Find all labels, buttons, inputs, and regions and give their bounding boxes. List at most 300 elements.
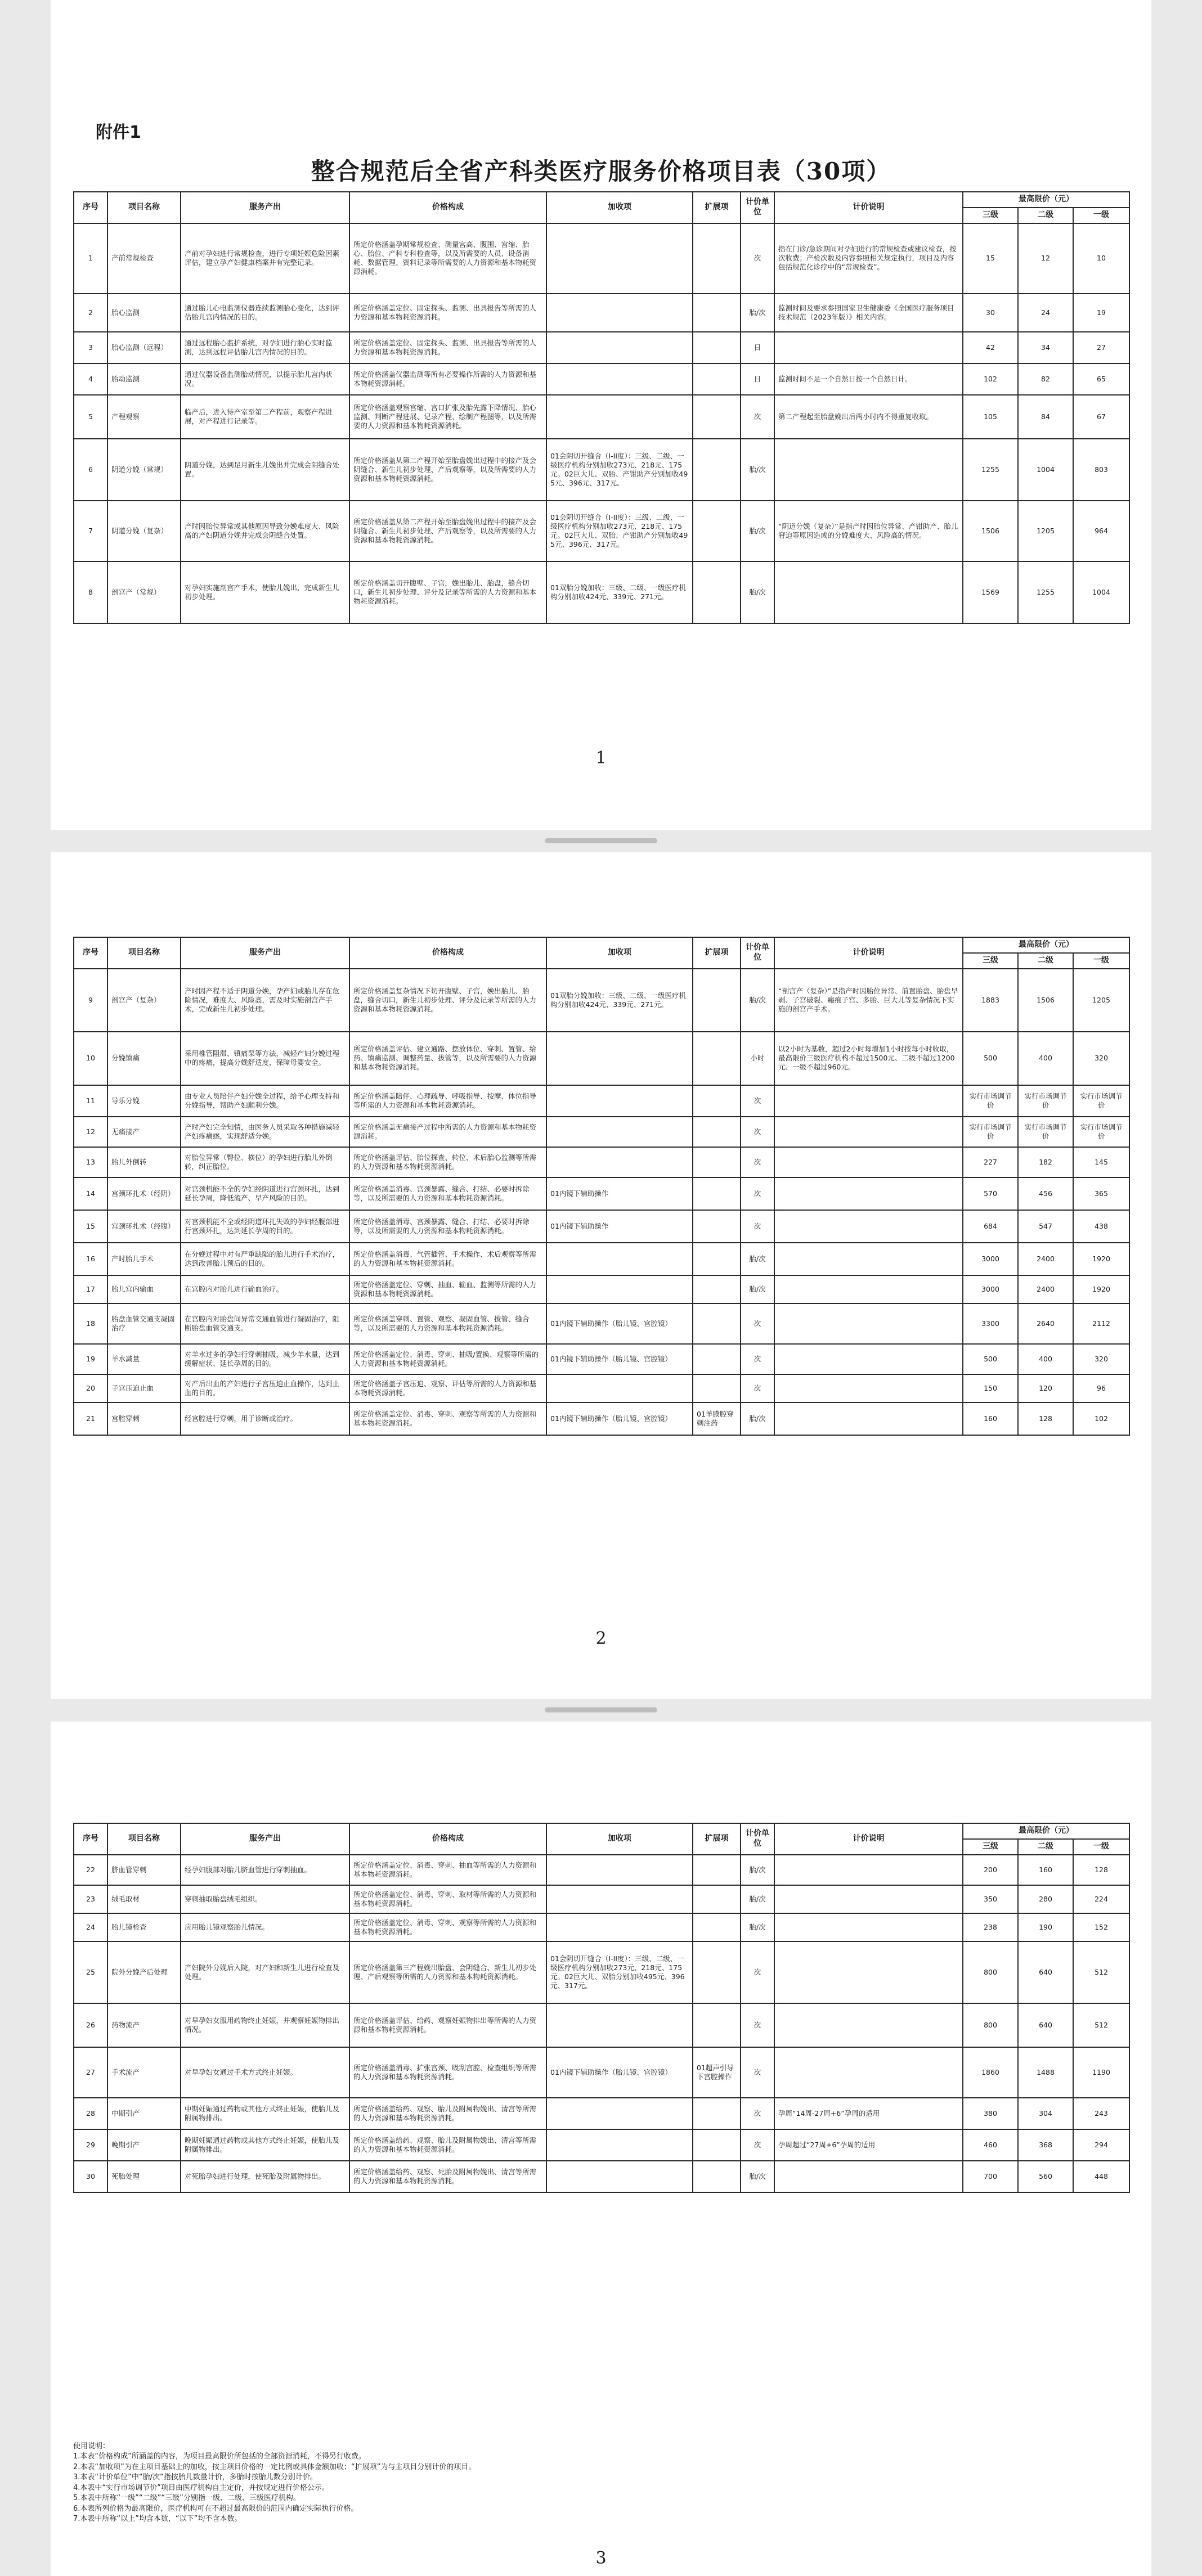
cell-composition: 所定价格涵盖定位、固定探头、监测、出具报告等所需的人力资源和基本物耗资源消耗。	[349, 332, 546, 363]
cell-unit: 次	[741, 223, 774, 294]
cell-add	[546, 2003, 693, 2047]
cell-price-level-3: 1860	[963, 2047, 1018, 2098]
cell-price-level-1: 128	[1073, 1855, 1129, 1885]
header-add: 加收项	[546, 1823, 693, 1855]
cell-unit: 次	[741, 1147, 774, 1177]
cell-ext	[693, 1117, 741, 1147]
note-line: 7.本表中所称“以上”均含本数，“以下”均不含本数。	[73, 2515, 242, 2524]
cell-price-level-2: 560	[1018, 2161, 1073, 2192]
cell-price-level-1: 1190	[1073, 2047, 1129, 2098]
table-header	[74, 192, 1129, 223]
cell-price-level-1: 实行市场调节价	[1073, 1085, 1129, 1117]
cell-unit: 次	[741, 1941, 774, 2003]
cell-price-level-2: 368	[1018, 2129, 1073, 2161]
cell-output: 在分娩过程中对有严重缺陷的胎儿进行手术治疗，达到改善胎儿预后的目的。	[181, 1243, 349, 1275]
cell-add	[546, 2161, 693, 2192]
cell-output: 对羊水过多的孕妇行穿刺抽吸，减少羊水量，达到缓解症状、延长孕周的目的。	[181, 1344, 349, 1374]
table-row	[74, 2047, 1129, 2098]
table-row	[74, 332, 1129, 363]
cell-price-level-1: 27	[1073, 332, 1129, 363]
cell-composition: 所定价格涵盖穿刺、置管、观察、凝固血管、拔管、缝合等，以及所需要的人力资源和基本物耗资源消耗。	[349, 1303, 546, 1344]
cell-output: 对产后出血的产妇进行子宫压迫止血操作，达到止血的目的。	[181, 1374, 349, 1402]
table-row	[74, 1855, 1129, 1885]
cell-price-level-1: 1920	[1073, 1243, 1129, 1275]
cell-seq: 27	[74, 2047, 107, 2098]
table-row	[74, 1913, 1129, 1941]
cell-price-level-2: 182	[1018, 1147, 1073, 1177]
cell-output: 晚期妊娠通过药物或其他方式终止妊娠，使胎儿及附属物排出。	[181, 2129, 349, 2161]
cell-desc	[774, 1085, 963, 1117]
cell-price-level-3: 570	[963, 1177, 1018, 1210]
cell-seq: 4	[74, 363, 107, 395]
cell-add: 01会阴切开缝合（I-II度）：三级、二级、一级医疗机构分别加收273元、218元、175元。02巨大儿、双胎、产钳助产分别加收495元、396元、317元。	[546, 439, 693, 501]
cell-price-level-3: 684	[963, 1210, 1018, 1243]
cell-seq: 26	[74, 2003, 107, 2047]
cell-seq: 1	[74, 223, 107, 294]
cell-name: 羊水减量	[107, 1344, 181, 1374]
cell-name: 院外分娩产后处理	[107, 1941, 181, 2003]
cell-unit: 次	[741, 1344, 774, 1374]
cell-ext	[693, 1147, 741, 1177]
cell-add	[546, 223, 693, 294]
cell-unit: 胎/次	[741, 1275, 774, 1303]
cell-desc: “阴道分娩（复杂）”是指产时因胎位异常、产钳助产、胎儿窘迫等原因造成的分娩难度大、风险高的情况。	[774, 501, 963, 561]
cell-output: 对死胎孕妇进行处理，使死胎及附属物排出。	[181, 2161, 349, 2192]
cell-price-level-2: 1506	[1018, 969, 1073, 1032]
cell-name: 绒毛取材	[107, 1885, 181, 1913]
table-body	[74, 1855, 1129, 2192]
note-line: 5.本表中所称“一级”“二级”“三级”分别指一级、二级、三级医疗机构。	[73, 2494, 300, 2503]
header-output: 服务产出	[181, 937, 349, 969]
cell-unit: 胎/次	[741, 2161, 774, 2192]
cell-price-level-2: 120	[1018, 1374, 1073, 1402]
cell-desc	[774, 1243, 963, 1275]
cell-name: 宫腔穿刺	[107, 1402, 181, 1435]
cell-add: 01会阴切开缝合（I-II度）：三级、二级、一级医疗机构分别加收273元、218元、175元。02巨大儿、双胎分别加收495元、396元、317元。	[546, 1941, 693, 2003]
cell-price-level-1: 实行市场调节价	[1073, 1117, 1129, 1147]
cell-composition: 所定价格涵盖孕期常规检查、测量宫高、腹围、宫缩、胎心、胎位、产科专科检查等，以及所需要的人员、设备消耗、数据管理、资料记录等所需要的人力资源和基本物耗资源消耗。	[349, 223, 546, 294]
cell-add	[546, 363, 693, 395]
cell-name: 子宫压迫止血	[107, 1374, 181, 1402]
cell-unit: 次	[741, 1303, 774, 1344]
cell-output: 产妇院外分娩后入院，对产妇和新生儿进行检查及处理。	[181, 1941, 349, 2003]
cell-add	[546, 1913, 693, 1941]
cell-ext	[693, 1855, 741, 1885]
page-sheet-2	[51, 852, 1151, 1699]
cell-name: 胎心监测	[107, 294, 181, 332]
cell-price-level-2: 2640	[1018, 1303, 1073, 1344]
cell-price-level-1: 10	[1073, 223, 1129, 294]
cell-add	[546, 1885, 693, 1913]
cell-seq: 11	[74, 1085, 107, 1117]
cell-output: 穿刺抽取胎盘绒毛组织。	[181, 1885, 349, 1913]
cell-composition: 所定价格涵盖定位、消毒、穿刺、抽吸/置换、观察等所需的人力资源和基本物耗资源消耗。	[349, 1344, 546, 1374]
cell-name: 晚期引产	[107, 2129, 181, 2161]
cell-desc	[774, 1855, 963, 1885]
cell-add: 01双胎分娩加收：三级、二级、一级医疗机构分别加收424元、339元、271元。	[546, 561, 693, 623]
cell-output: 对宫颈机能不全的孕妇经阴道进行宫颈环扎，达到延长孕周，降低流产、早产风险的目的。	[181, 1177, 349, 1210]
table-row	[74, 1941, 1129, 2003]
table-row	[74, 561, 1129, 623]
cell-name: 分娩镇痛	[107, 1032, 181, 1085]
header-output: 服务产出	[181, 1823, 349, 1855]
cell-desc	[774, 1913, 963, 1941]
table-row	[74, 1402, 1129, 1435]
cell-price-level-3: 3000	[963, 1243, 1018, 1275]
cell-seq: 18	[74, 1303, 107, 1344]
table-header	[74, 1823, 1129, 1855]
cell-price-level-3: 15	[963, 223, 1018, 294]
cell-name: 胎儿宫内输血	[107, 1275, 181, 1303]
cell-name: 剖宫产（常规）	[107, 561, 181, 623]
cell-add: 01内镜下辅助操作	[546, 1210, 693, 1243]
cell-price-level-3: 30	[963, 294, 1018, 332]
document-title: 整合规范后全省产科类医疗服务价格项目表（30项）	[311, 158, 891, 185]
cell-unit: 胎/次	[741, 1913, 774, 1941]
cell-price-level-1: 65	[1073, 363, 1129, 395]
cell-name: 剖宫产（复杂）	[107, 969, 181, 1032]
cell-ext	[693, 561, 741, 623]
cell-unit: 胎/次	[741, 1243, 774, 1275]
cell-seq: 5	[74, 395, 107, 439]
cell-price-level-2: 12	[1018, 223, 1073, 294]
cell-price-level-3: 1569	[963, 561, 1018, 623]
cell-name: 产前常规检查	[107, 223, 181, 294]
header-composition: 价格构成	[349, 1823, 546, 1855]
table-row	[74, 1344, 1129, 1374]
cell-ext	[693, 1177, 741, 1210]
cell-price-level-2: 640	[1018, 1941, 1073, 2003]
price-table-page-1	[73, 191, 1130, 624]
cell-price-level-2: 实行市场调节价	[1018, 1085, 1073, 1117]
cell-composition: 所定价格涵盖从第二产程开始至胎盘娩出过程中的接产及会阴缝合、新生儿初步处理、产后观察等，以及所需要的人力资源和基本物耗资源消耗。	[349, 501, 546, 561]
cell-unit: 胎/次	[741, 1885, 774, 1913]
cell-desc	[774, 2047, 963, 2098]
cell-add: 01内镜下辅助操作（胎儿镜、宫腔镜）	[546, 1303, 693, 1344]
cell-price-level-1: 224	[1073, 1885, 1129, 1913]
cell-price-level-2: 547	[1018, 1210, 1073, 1243]
cell-price-level-3: 500	[963, 1344, 1018, 1374]
cell-price-level-3: 1255	[963, 439, 1018, 501]
cell-name: 胎儿外倒转	[107, 1147, 181, 1177]
cell-name: 胎儿镜检查	[107, 1913, 181, 1941]
cell-price-level-2: 1255	[1018, 561, 1073, 623]
cell-seq: 12	[74, 1117, 107, 1147]
cell-desc	[774, 1374, 963, 1402]
cell-composition: 所定价格涵盖无痛接产过程中所需的人力资源和基本物耗资源消耗。	[349, 1117, 546, 1147]
cell-add	[546, 1032, 693, 1085]
header-seq: 序号	[74, 192, 107, 223]
cell-add	[546, 2129, 693, 2161]
cell-unit: 胎/次	[741, 969, 774, 1032]
cell-price-level-1: 67	[1073, 395, 1129, 439]
page-divider	[545, 838, 657, 843]
header-seq: 序号	[74, 1823, 107, 1855]
page-number: 2	[595, 1629, 607, 1648]
cell-desc: 孕周“14周-27周+6”孕周的适用	[774, 2098, 963, 2129]
cell-name: 死胎处理	[107, 2161, 181, 2192]
cell-unit: 日	[741, 332, 774, 363]
cell-unit: 次	[741, 2047, 774, 2098]
header-level-2: 二级	[1018, 1839, 1073, 1855]
cell-seq: 30	[74, 2161, 107, 2192]
cell-price-level-1: 102	[1073, 1402, 1129, 1435]
cell-desc	[774, 1147, 963, 1177]
cell-output: 对早孕妇女服用药物终止妊娠，并观察妊娠物排出情况。	[181, 2003, 349, 2047]
cell-price-level-2: 1205	[1018, 501, 1073, 561]
header-composition: 价格构成	[349, 937, 546, 969]
cell-price-level-3: 380	[963, 2098, 1018, 2129]
cell-output: 采用椎管阻滞、镇痛泵等方法，减轻产妇分娩过程中的疼痛，提高分娩舒适度，保障母婴安全。	[181, 1032, 349, 1085]
cell-desc	[774, 2003, 963, 2047]
header-add: 加收项	[546, 937, 693, 969]
cell-output: 在宫腔内对胎儿进行输血治疗。	[181, 1275, 349, 1303]
cell-add: 01会阴切开缝合（I-II度）：三级、二级、一级医疗机构分别加收273元、218元、175元。02巨大儿、双胎、产钳助产分别加收495元、396元、317元。	[546, 501, 693, 561]
cell-desc	[774, 561, 963, 623]
header-composition: 价格构成	[349, 192, 546, 223]
cell-add	[546, 395, 693, 439]
cell-output: 对胎位异常（臀位、横位）的孕妇进行胎儿外倒转，纠正胎位。	[181, 1147, 349, 1177]
cell-name: 宫颈环扎术（经阴）	[107, 1177, 181, 1210]
cell-desc	[774, 1885, 963, 1913]
table-row	[74, 1303, 1129, 1344]
cell-add: 01内镜下辅助操作（胎儿镜、宫腔镜）	[546, 1402, 693, 1435]
cell-name: 脐血管穿刺	[107, 1855, 181, 1885]
cell-output: 中期妊娠通过药物或其他方式终止妊娠，使胎儿及附属物排出。	[181, 2098, 349, 2129]
cell-ext	[693, 294, 741, 332]
cell-price-level-1: 512	[1073, 2003, 1129, 2047]
cell-unit: 小时	[741, 1032, 774, 1085]
cell-add	[546, 332, 693, 363]
header-desc: 计价说明	[774, 192, 963, 223]
cell-composition: 所定价格涵盖消毒、宫颈暴露、缝合、打结、必要时拆除等，以及所需要的人力资源和基本物耗资源消耗。	[349, 1210, 546, 1243]
cell-name: 宫颈环扎术（经腹）	[107, 1210, 181, 1243]
cell-add	[546, 1147, 693, 1177]
page-number: 1	[595, 748, 607, 768]
cell-desc	[774, 332, 963, 363]
cell-price-level-2: 640	[1018, 2003, 1073, 2047]
cell-price-level-2: 160	[1018, 1855, 1073, 1885]
cell-seq: 13	[74, 1147, 107, 1177]
page-sheet-3	[51, 1721, 1151, 2576]
cell-desc	[774, 1177, 963, 1210]
cell-price-level-1: 512	[1073, 1941, 1129, 2003]
cell-name: 阴道分娩（常规）	[107, 439, 181, 501]
cell-composition: 所定价格涵盖定位、消毒、穿刺、观察等所需的人力资源和基本物耗资源消耗。	[349, 1913, 546, 1941]
header-level-3: 三级	[963, 1839, 1018, 1855]
cell-price-level-2: 2400	[1018, 1275, 1073, 1303]
note-line: 使用说明：	[73, 2442, 110, 2451]
cell-price-level-3: 700	[963, 2161, 1018, 2192]
cell-ext	[693, 223, 741, 294]
header-ext: 扩展项	[693, 1823, 741, 1855]
cell-price-level-2: 304	[1018, 2098, 1073, 2129]
cell-add: 01内镜下辅助操作	[546, 1177, 693, 1210]
cell-price-level-2: 400	[1018, 1344, 1073, 1374]
cell-output: 经孕妇腹部对胎儿脐血管进行穿刺抽血。	[181, 1855, 349, 1885]
cell-ext	[693, 2129, 741, 2161]
cell-ext	[693, 1374, 741, 1402]
cell-price-level-1: 2112	[1073, 1303, 1129, 1344]
cell-unit: 日	[741, 363, 774, 395]
header-ext: 扩展项	[693, 937, 741, 969]
header-name: 项目名称	[107, 937, 181, 969]
cell-seq: 3	[74, 332, 107, 363]
table-row	[74, 1085, 1129, 1117]
cell-price-level-3: 150	[963, 1374, 1018, 1402]
header-level-3: 三级	[963, 953, 1018, 969]
cell-output: 通过仪器设备监测胎动情况，以提示胎儿宫内状况。	[181, 363, 349, 395]
cell-output: 对孕妇实施剖宫产手术，使胎儿娩出，完成新生儿初步处理。	[181, 561, 349, 623]
table-row	[74, 2161, 1129, 2192]
cell-composition: 所定价格涵盖消毒、扩张宫颈、吸刮宫腔、检查组织等所需的人力资源和基本物耗资源消耗。	[349, 2047, 546, 2098]
cell-price-level-2: 2400	[1018, 1243, 1073, 1275]
cell-ext	[693, 363, 741, 395]
cell-price-level-3: 460	[963, 2129, 1018, 2161]
cell-desc	[774, 1344, 963, 1374]
cell-desc	[774, 1402, 963, 1435]
cell-add	[546, 1117, 693, 1147]
cell-composition: 所定价格涵盖切开腹壁、子宫，娩出胎儿、胎盘，缝合切口，新生儿初步处理、评分及记录等所需的人力资源和基本物耗资源消耗。	[349, 561, 546, 623]
cell-output: 应用胎儿镜观察胎儿情况。	[181, 1913, 349, 1941]
cell-composition: 所定价格涵盖复杂情况下切开腹壁、子宫，娩出胎儿、胎盘，缝合切口，新生儿初步处理、评分及记录等所需的人力资源和基本物耗资源消耗。	[349, 969, 546, 1032]
cell-unit: 次	[741, 1117, 774, 1147]
cell-seq: 23	[74, 1885, 107, 1913]
header-max-price: 最高限价（元）	[963, 1823, 1129, 1839]
cell-composition: 所定价格涵盖给药、观察、死胎及附属物娩出、清宫等所需的人力资源和基本物耗资源消耗。	[349, 2161, 546, 2192]
cell-composition: 所定价格涵盖定位、消毒、穿刺、抽血等所需的人力资源和基本物耗资源消耗。	[349, 1855, 546, 1885]
note-line: 4.本表中“实行市场调节价”项目由医疗机构自主定价，并按规定进行价格公示。	[73, 2483, 329, 2492]
cell-price-level-3: 800	[963, 1941, 1018, 2003]
cell-price-level-3: 160	[963, 1402, 1018, 1435]
cell-price-level-1: 96	[1073, 1374, 1129, 1402]
cell-price-level-3: 1506	[963, 501, 1018, 561]
cell-ext	[693, 332, 741, 363]
table-row	[74, 1032, 1129, 1085]
table-row	[74, 501, 1129, 561]
cell-desc: 监测时间不足一个自然日按一个自然日计。	[774, 363, 963, 395]
cell-price-level-3: 实行市场调节价	[963, 1085, 1018, 1117]
table-row	[74, 439, 1129, 501]
cell-price-level-2: 456	[1018, 1177, 1073, 1210]
cell-seq: 21	[74, 1402, 107, 1435]
cell-price-level-1: 438	[1073, 1210, 1129, 1243]
cell-desc: 监测时间及要求参照国家卫生健康委《全国医疗服务项目技术规范（2023年版）》相关内容。	[774, 294, 963, 332]
cell-unit: 次	[741, 1085, 774, 1117]
cell-output: 在宫腔内对胎盘间异常交通血管进行凝固治疗，阻断胎盘血管交通支。	[181, 1303, 349, 1344]
cell-desc: “剖宫产（复杂）”是指产时因胎位异常、前置胎盘、胎盘早剥、子宫破裂、瘢痕子宫、多胎、巨大儿等复杂情况下实施的剖宫产手术。	[774, 969, 963, 1032]
cell-unit: 次	[741, 2098, 774, 2129]
cell-price-level-2: 24	[1018, 294, 1073, 332]
cell-price-level-3: 3300	[963, 1303, 1018, 1344]
header-seq: 序号	[74, 937, 107, 969]
cell-price-level-3: 800	[963, 2003, 1018, 2047]
cell-composition: 所定价格涵盖定位、消毒、穿刺、观察等所需的人力资源和基本物耗资源消耗。	[349, 1402, 546, 1435]
cell-composition: 所定价格涵盖从第二产程开始至胎盘娩出过程中的接产及会阴缝合、新生儿初步处理、产后观察等，以及所需要的人力资源和基本物耗资源消耗。	[349, 439, 546, 501]
header-name: 项目名称	[107, 1823, 181, 1855]
cell-price-level-1: 19	[1073, 294, 1129, 332]
cell-seq: 8	[74, 561, 107, 623]
cell-seq: 24	[74, 1913, 107, 1941]
table-row	[74, 2098, 1129, 2129]
table-row	[74, 2129, 1129, 2161]
header-name: 项目名称	[107, 192, 181, 223]
cell-price-level-2: 34	[1018, 332, 1073, 363]
cell-price-level-3: 42	[963, 332, 1018, 363]
cell-price-level-2: 128	[1018, 1402, 1073, 1435]
cell-seq: 16	[74, 1243, 107, 1275]
cell-composition: 所定价格涵盖消毒、宫颈暴露、缝合、打结、必要时拆除等，以及所需要的人力资源和基本物耗资源消耗。	[349, 1177, 546, 1210]
table-row	[74, 1275, 1129, 1303]
header-max-price: 最高限价（元）	[963, 937, 1129, 953]
cell-ext	[693, 2098, 741, 2129]
cell-price-level-1: 803	[1073, 439, 1129, 501]
cell-composition: 所定价格涵盖评估、胎位探查、转位、术后胎心监测等所需的人力资源和基本物耗资源消耗。	[349, 1147, 546, 1177]
cell-price-level-1: 152	[1073, 1913, 1129, 1941]
cell-composition: 所定价格涵盖定位、固定探头、监测、出具报告等所需的人力资源和基本物耗资源消耗。	[349, 294, 546, 332]
cell-seq: 14	[74, 1177, 107, 1210]
table-row	[74, 1885, 1129, 1913]
cell-price-level-1: 964	[1073, 501, 1129, 561]
cell-desc	[774, 2161, 963, 2192]
cell-name: 药物流产	[107, 2003, 181, 2047]
cell-name: 导乐分娩	[107, 1085, 181, 1117]
cell-add	[546, 294, 693, 332]
header-output: 服务产出	[181, 192, 349, 223]
cell-unit: 次	[741, 395, 774, 439]
cell-price-level-3: 227	[963, 1147, 1018, 1177]
cell-output: 产时因产程不适于阴道分娩，孕产妇或胎儿存在危险情况，难度大、风险高，需及时实施剖宫产手术，完成新生儿初步处理。	[181, 969, 349, 1032]
cell-unit: 次	[741, 1177, 774, 1210]
cell-composition: 所定价格涵盖第三产程娩出胎盘、会阴缝合、新生儿初步处理、产后观察等所需的人力资源和基本物耗资源消耗。	[349, 1941, 546, 2003]
cell-unit: 胎/次	[741, 561, 774, 623]
cell-ext	[693, 1243, 741, 1275]
cell-output: 通过远程胎心监护系统，对孕妇进行胎心实时监测，达到远程评估胎儿宫内情况的目的。	[181, 332, 349, 363]
cell-name: 无痛接产	[107, 1117, 181, 1147]
cell-unit: 胎/次	[741, 501, 774, 561]
cell-seq: 22	[74, 1855, 107, 1885]
cell-add: 01内镜下辅助操作（胎儿镜、宫腔镜）	[546, 1344, 693, 1374]
cell-price-level-3: 105	[963, 395, 1018, 439]
cell-price-level-3: 238	[963, 1913, 1018, 1941]
cell-name: 胎盘血管交通支凝固治疗	[107, 1303, 181, 1344]
cell-output: 对宫颈机能不全或经阴道环扎失败的孕妇经腹部进行宫颈环扎，达到延长孕周的目的。	[181, 1210, 349, 1243]
page-sheet-1	[51, 0, 1151, 830]
cell-seq: 10	[74, 1032, 107, 1085]
header-desc: 计价说明	[774, 1823, 963, 1855]
cell-price-level-1: 243	[1073, 2098, 1129, 2129]
cell-price-level-3: 3000	[963, 1275, 1018, 1303]
cell-desc	[774, 1303, 963, 1344]
cell-price-level-1: 1920	[1073, 1275, 1129, 1303]
cell-price-level-3: 1883	[963, 969, 1018, 1032]
header-level-2: 二级	[1018, 953, 1073, 969]
cell-add	[546, 1243, 693, 1275]
cell-seq: 6	[74, 439, 107, 501]
cell-ext	[693, 1344, 741, 1374]
note-line: 2.本表“加收项”为在主项目基础上的加收，按主项目价格的一定比例或具体金额加收；“扩展项”为与主项目分别计价的项目。	[73, 2462, 476, 2471]
note-line: 6.本表所列价格为最高限价，医疗机构可在不超过最高限价的范围内确定实际执行价格。	[73, 2504, 358, 2513]
cell-add	[546, 1085, 693, 1117]
cell-price-level-1: 145	[1073, 1147, 1129, 1177]
cell-ext	[693, 2003, 741, 2047]
note-line: 3.本表“计价单位”中“胎/次”指按胎儿数量计价，多胎时按胎儿数分别计价。	[73, 2473, 317, 2482]
cell-desc: 指在门诊/急诊期间对孕妇进行的常规检查或建议检查，按次收费；产检次数及内容参照相关规定执行，项目及内容包括规范化诊疗中的“常规检查”。	[774, 223, 963, 294]
table-header	[74, 937, 1129, 969]
cell-price-level-2: 1004	[1018, 439, 1073, 501]
cell-add	[546, 1374, 693, 1402]
cell-seq: 25	[74, 1941, 107, 2003]
